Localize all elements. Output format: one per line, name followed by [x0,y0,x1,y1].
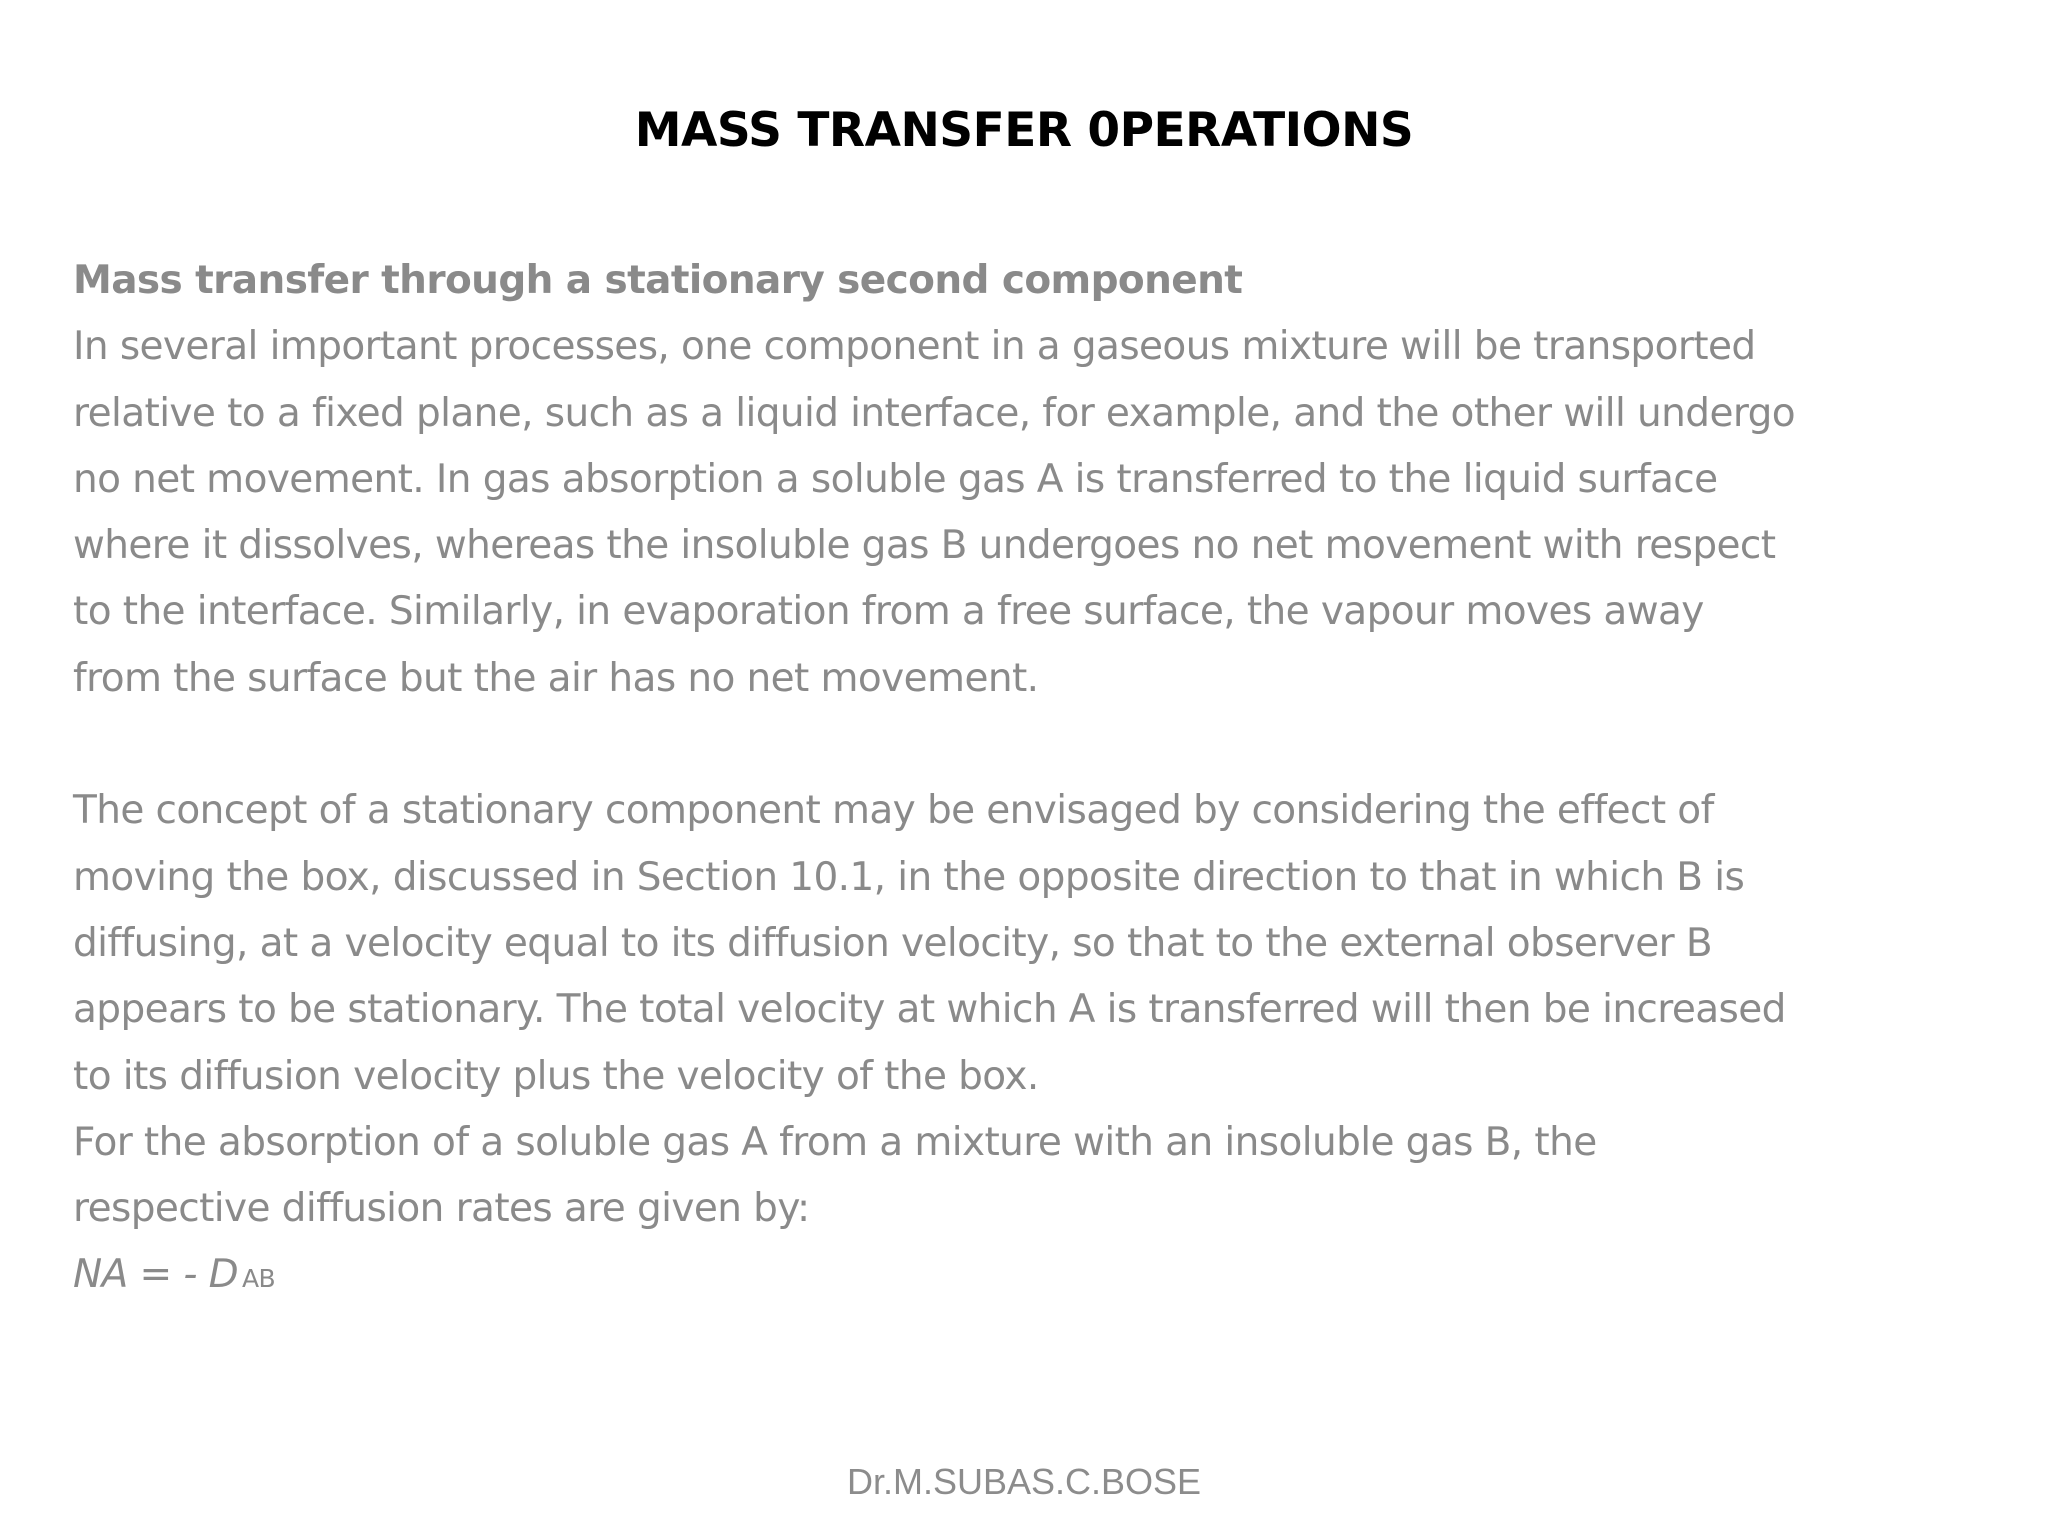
formula-main: NA = - D [73,1252,239,1298]
paragraph-line: where it dissolves, whereas the insoluble gas B undergoes no net movement with respect [73,523,1776,569]
paragraph-line: to the interface. Similarly, in evaporation from a free surface, the vapour moves away [73,589,1704,635]
paragraph-1 [73,314,1933,712]
paragraph-line: In several important processes, one component in a gaseous mixture will be transported [73,324,1756,370]
section-heading: Mass transfer through a stationary second component [73,258,1243,303]
paragraph-2 [73,778,1933,1109]
paragraph-3 [73,1110,1933,1243]
paragraph-line: appears to be stationary. The total velocity at which A is transferred will then be increased [73,987,1786,1033]
formula-subscript: AB [242,1264,276,1294]
paragraph-line: no net movement. In gas absorption a soluble gas A is transferred to the liquid surface [73,456,1718,502]
slide-footer-author: Dr.M.SUBAS.C.BOSE [846,1461,1202,1502]
formula [73,1242,1933,1308]
slide-title: MASS TRANSFER 0PERATIONS [634,103,1414,158]
paragraph-line: to its diffusion velocity plus the velocity of the box. [73,1053,1039,1099]
paragraph-line: For the absorption of a soluble gas A from a mixture with an insoluble gas B, the [73,1119,1597,1165]
paragraph-line: relative to a fixed plane, such as a liquid interface, for example, and the other will undergo [73,390,1796,436]
paragraph-line: respective diffusion rates are given by: [73,1186,810,1232]
paragraph-line: moving the box, discussed in Section 10.1, in the opposite direction to that in which B is [73,854,1745,900]
paragraph-line: diffusing, at a velocity equal to its diffusion velocity, so that to the external observer B [73,920,1713,966]
slide-content [73,248,1933,1309]
blank-line [73,712,1933,778]
paragraph-line: from the surface but the air has no net movement. [73,655,1039,701]
paragraph-line: The concept of a stationary component may be envisaged by considering the effect of [73,788,1714,834]
